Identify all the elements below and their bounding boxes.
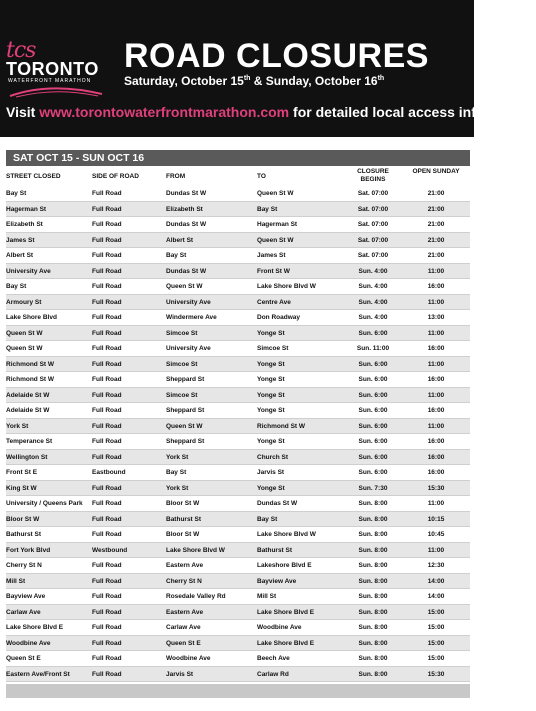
cell-open: 11:00 (427, 391, 445, 399)
cell-closure: Sun. 8:00 (358, 670, 388, 678)
cell-to: Richmond St W (257, 422, 306, 430)
cell-open: 15:00 (427, 639, 445, 647)
cell-to: Mill St (257, 593, 277, 600)
cell-to: Bathurst St (257, 546, 293, 554)
cell-from: Albert St (166, 236, 194, 244)
cell-side: Full Road (92, 562, 122, 569)
cell-street: Richmond St W (6, 360, 55, 368)
cell-closure: Sun. 8:00 (358, 608, 388, 616)
table-row (6, 326, 470, 342)
cell-open: 15:00 (427, 624, 445, 631)
cell-street: Mill St (6, 577, 26, 585)
cell-closure: Sun. 7:30 (358, 484, 388, 492)
cell-from: Eastern Ave (166, 608, 204, 616)
cell-from: Cherry St N (166, 577, 202, 585)
cell-open: 14:00 (427, 577, 445, 585)
cell-side: Full Road (92, 453, 122, 461)
cell-side: Full Road (92, 407, 122, 414)
table-body (6, 186, 470, 682)
table-row (6, 403, 470, 419)
table-row (6, 434, 470, 450)
cell-side: Eastbound (92, 469, 126, 476)
cell-open: 16:00 (427, 376, 445, 383)
col-side-of-road: SIDE OF ROAD (92, 173, 139, 180)
col-to: TO (257, 173, 266, 180)
cell-closure: Sun. 6:00 (358, 407, 388, 414)
cell-street: Adelaide St W (6, 407, 50, 414)
cell-closure: Sun. 8:00 (358, 515, 388, 523)
cell-from: Simcoe St (166, 360, 198, 368)
table-row (6, 233, 470, 249)
cell-side: Full Road (92, 500, 122, 507)
cell-open: 10:45 (427, 531, 445, 538)
cell-closure: Sat. 07:00 (357, 252, 389, 259)
cell-side: Full Road (92, 624, 122, 631)
cell-closure: Sun. 8:00 (358, 624, 388, 631)
table-row (6, 388, 470, 404)
cell-to: Centre Ave (257, 298, 291, 306)
cell-from: Dundas St W (166, 267, 207, 275)
cell-from: Bay St (166, 469, 187, 476)
cell-side: Full Road (92, 190, 122, 197)
cell-to: Don Roadway (257, 314, 300, 321)
col-closure-begins: CLOSURE BEGINS (357, 168, 389, 183)
cell-to: Front St W (257, 267, 290, 275)
cell-side: Full Road (92, 608, 122, 616)
cell-street: Carlaw Ave (6, 608, 41, 616)
cell-closure: Sun. 6:00 (358, 438, 388, 445)
table-row (6, 636, 470, 652)
cell-street: Bay St (6, 283, 27, 290)
table-row (6, 248, 470, 264)
cell-closure: Sun. 4:00 (358, 314, 388, 321)
cell-open: 11:00 (427, 422, 445, 430)
cell-closure: Sun. 11:00 (356, 345, 390, 352)
cell-to: Yonge St (257, 376, 285, 383)
cell-open: 12:30 (427, 562, 445, 569)
cell-street: James St (6, 236, 35, 244)
cell-closure: Sun. 6:00 (358, 391, 388, 399)
cell-side: Full Road (92, 221, 122, 228)
cell-to: Queen St W (257, 236, 294, 244)
cell-street: Hagerman St (6, 205, 47, 213)
cell-from: Bloor St W (166, 531, 200, 538)
cell-street: Armoury St (6, 298, 42, 306)
cell-street: Queen St W (6, 345, 43, 352)
cell-street: Richmond St W (6, 376, 55, 383)
cell-side: Full Road (92, 531, 122, 538)
cell-side: Full Road (92, 298, 122, 306)
table-row (6, 295, 470, 311)
cell-to: Yonge St (257, 484, 285, 492)
logo-mark: tcs (6, 38, 36, 63)
cell-street: Queen St W (6, 329, 43, 337)
col-from: FROM (166, 173, 186, 180)
cell-closure: Sat. 07:00 (357, 205, 389, 213)
cell-from: Woodbine Ave (166, 655, 211, 662)
cell-from: Bay St (166, 252, 187, 259)
table-row (6, 372, 470, 388)
cell-street: York St (6, 422, 29, 430)
cell-to: Simcoe St (257, 345, 289, 352)
table-row (6, 279, 470, 295)
cell-closure: Sun. 4:00 (358, 298, 388, 306)
cell-street: Bathurst St (6, 531, 42, 538)
event-dates: Saturday, October 15th & Sunday, October 16th (124, 74, 385, 88)
col-street-closed: STREET CLOSED (6, 173, 61, 180)
table-row (6, 605, 470, 621)
cell-open: 11:00 (427, 298, 445, 306)
table-row (6, 667, 470, 683)
cell-side: Full Road (92, 670, 122, 678)
cell-from: Sheppard St (166, 438, 205, 445)
table-row (6, 419, 470, 435)
table-row (6, 620, 470, 636)
cell-open: 16:00 (427, 453, 445, 461)
cell-open: 11:00 (427, 267, 445, 275)
header-banner (0, 0, 536, 137)
cell-open: 15:00 (427, 655, 445, 662)
cell-closure: Sun. 6:00 (358, 453, 388, 461)
cell-street: University / Queens Park (6, 500, 83, 507)
cell-street: Lake Shore Blvd (6, 314, 57, 321)
table-footer (6, 684, 470, 698)
cell-street: Queen St E (6, 655, 41, 662)
table-row (6, 341, 470, 357)
cell-closure: Sun. 6:00 (358, 360, 388, 368)
table-row (6, 481, 470, 497)
cell-closure: Sun. 8:00 (358, 562, 388, 569)
cell-to: Queen St W (257, 190, 294, 197)
marathon-logo (6, 38, 106, 98)
cell-from: Simcoe St (166, 329, 198, 337)
cell-side: Full Road (92, 639, 122, 647)
cell-closure: Sun. 4:00 (358, 267, 388, 275)
cell-from: Windermere Ave (166, 314, 217, 321)
cell-from: Dundas St W (166, 221, 207, 228)
cell-closure: Sat. 07:00 (357, 236, 389, 244)
cell-to: Yonge St (257, 407, 285, 414)
cell-to: Yonge St (257, 391, 285, 399)
cell-street: Bayview Ave (6, 593, 46, 600)
cell-side: Full Road (92, 655, 122, 662)
table-row (6, 496, 470, 512)
table-header (6, 166, 470, 186)
website-link[interactable]: www.torontowaterfrontmarathon.com (39, 104, 290, 120)
cell-street: Lake Shore Blvd E (6, 624, 64, 631)
table-row (6, 558, 470, 574)
cell-closure: Sun. 6:00 (358, 376, 388, 383)
table-row (6, 264, 470, 280)
cell-from: Simcoe St (166, 391, 198, 399)
cell-to: Carlaw Rd (257, 670, 289, 678)
cell-from: Bloor St W (166, 500, 200, 507)
table-row (6, 512, 470, 528)
cell-street: Bloor St W (6, 515, 40, 523)
cell-open: 16:00 (427, 469, 445, 476)
cell-to: James St (257, 252, 286, 259)
cell-open: 10:15 (427, 515, 445, 523)
cell-side: Full Road (92, 376, 122, 383)
cell-to: Dundas St W (257, 500, 298, 507)
page-title: ROAD CLOSURES (124, 37, 429, 75)
col-open-sunday: OPEN SUNDAY (412, 168, 460, 175)
cell-to: Lake Shore Blvd E (257, 608, 315, 616)
cell-street: Woodbine Ave (6, 639, 51, 647)
cell-side: Westbound (92, 546, 128, 554)
cell-open: 14:00 (427, 593, 445, 600)
cell-from: Sheppard St (166, 376, 205, 383)
cell-open: 13:00 (427, 314, 445, 321)
cell-street: University Ave (6, 267, 51, 275)
cell-from: Jarvis St (166, 670, 194, 678)
cell-to: Beech Ave (257, 655, 290, 662)
table-row (6, 589, 470, 605)
cell-street: Temperance St (6, 438, 53, 445)
cell-to: Hagerman St (257, 221, 298, 228)
cell-street: Bay St (6, 190, 27, 197)
cell-from: University Ave (166, 298, 211, 306)
cell-to: Yonge St (257, 360, 285, 368)
cell-to: Lake Shore Blvd E (257, 639, 315, 647)
cell-open: 16:00 (427, 407, 445, 414)
cell-to: Lakeshore Blvd E (257, 562, 312, 569)
cell-side: Full Road (92, 205, 122, 213)
table-row (6, 651, 470, 667)
cell-open: 16:00 (427, 438, 445, 445)
cell-from: Queen St W (166, 283, 203, 290)
cell-side: Full Road (92, 283, 122, 290)
cell-street: Cherry St N (6, 562, 42, 569)
cell-open: 21:00 (427, 205, 445, 213)
cell-street: Elizabeth St (6, 221, 43, 228)
cell-from: Queen St W (166, 422, 203, 430)
cell-open: 16:00 (427, 345, 445, 352)
cell-from: Bathurst St (166, 515, 202, 523)
cell-closure: Sun. 6:00 (358, 329, 388, 337)
cell-open: 15:30 (427, 670, 445, 678)
cell-closure: Sun. 6:00 (358, 422, 388, 430)
cell-to: Jarvis St (257, 469, 285, 476)
table-row (6, 202, 470, 218)
cell-from: Sheppard St (166, 407, 205, 414)
cell-from: York St (166, 453, 189, 461)
cell-to: Woodbine Ave (257, 624, 302, 631)
cell-from: Rosedale Valley Rd (166, 593, 226, 600)
cell-open: 11:00 (427, 329, 445, 337)
cell-side: Full Road (92, 391, 122, 399)
cell-closure: Sat. 07:00 (357, 190, 389, 197)
cell-side: Full Road (92, 236, 122, 244)
cell-side: Full Road (92, 267, 122, 275)
cell-from: Eastern Ave (166, 562, 204, 569)
cell-side: Full Road (92, 593, 122, 600)
cell-open: 11:00 (427, 500, 445, 507)
cell-to: Yonge St (257, 438, 285, 445)
cell-open: 21:00 (427, 221, 445, 228)
cell-street: Eastern Ave/Front St (6, 670, 70, 678)
cell-side: Full Road (92, 577, 122, 585)
cell-open: 15:30 (427, 484, 445, 492)
table-row (6, 574, 470, 590)
logo-subtitle: WATERFRONT MARATHON (8, 78, 92, 84)
cell-side: Full Road (92, 314, 122, 321)
cell-open: 11:00 (427, 546, 445, 554)
cell-open: 21:00 (427, 190, 445, 197)
cell-side: Full Road (92, 360, 122, 368)
cell-side: Full Road (92, 329, 122, 337)
table-row (6, 465, 470, 481)
cell-from: Elizabeth St (166, 205, 203, 213)
cell-side: Full Road (92, 515, 122, 523)
cell-closure: Sun. 8:00 (358, 500, 388, 507)
table-row (6, 543, 470, 559)
cell-street: Front St E (6, 469, 38, 476)
cell-from: University Ave (166, 345, 211, 352)
cell-closure: Sun. 8:00 (358, 531, 388, 538)
cell-side: Full Road (92, 438, 122, 445)
cell-street: Fort York Blvd (6, 546, 51, 554)
cell-from: Dundas St W (166, 190, 207, 197)
cell-open: 16:00 (427, 283, 445, 290)
cell-open: 11:00 (427, 360, 445, 368)
cell-side: Full Road (92, 422, 122, 430)
table-row (6, 310, 470, 326)
cell-to: Church St (257, 453, 289, 461)
section-title: SAT OCT 15 - SUN OCT 16 (6, 150, 470, 166)
table-row (6, 186, 470, 202)
cell-open: 21:00 (427, 236, 445, 244)
cell-from: York St (166, 484, 189, 492)
cell-closure: Sun. 6:00 (358, 469, 388, 476)
cell-side: Full Road (92, 345, 122, 352)
cell-street: Wellington St (6, 453, 48, 461)
table-row (6, 450, 470, 466)
cell-street: Albert St (6, 252, 34, 259)
cell-closure: Sun. 8:00 (358, 546, 388, 554)
table-row (6, 357, 470, 373)
cell-from: Queen St E (166, 639, 201, 647)
cell-to: Lake Shore Blvd W (257, 531, 316, 538)
cell-closure: Sun. 4:00 (358, 283, 388, 290)
cell-from: Lake Shore Blvd W (166, 546, 225, 554)
cell-closure: Sun. 8:00 (358, 577, 388, 585)
cell-open: 21:00 (427, 252, 445, 259)
logo-name: TORONTO (6, 59, 99, 79)
cell-closure: Sun. 8:00 (358, 655, 388, 662)
closures-table (6, 150, 470, 698)
logo-swoosh-icon (8, 86, 104, 98)
table-row (6, 217, 470, 233)
table-row (6, 527, 470, 543)
cell-street: Adelaide St W (6, 391, 50, 399)
cell-side: Full Road (92, 252, 122, 259)
cell-to: Bay St (257, 515, 278, 523)
cell-to: Bayview Ave (257, 577, 297, 585)
cell-to: Lake Shore Blvd W (257, 283, 316, 290)
cell-closure: Sat. 07:00 (357, 221, 389, 228)
cell-from: Carlaw Ave (166, 624, 201, 631)
cell-closure: Sun. 8:00 (358, 639, 388, 647)
cell-to: Bay St (257, 205, 278, 213)
visit-info: Visit www.torontowaterfrontmarathon.com for detailed local access information (6, 104, 536, 120)
cell-street: King St W (6, 484, 37, 492)
cell-closure: Sun. 8:00 (358, 593, 388, 600)
cell-open: 15:00 (427, 608, 445, 616)
cell-to: Yonge St (257, 329, 285, 337)
cell-side: Full Road (92, 484, 122, 492)
